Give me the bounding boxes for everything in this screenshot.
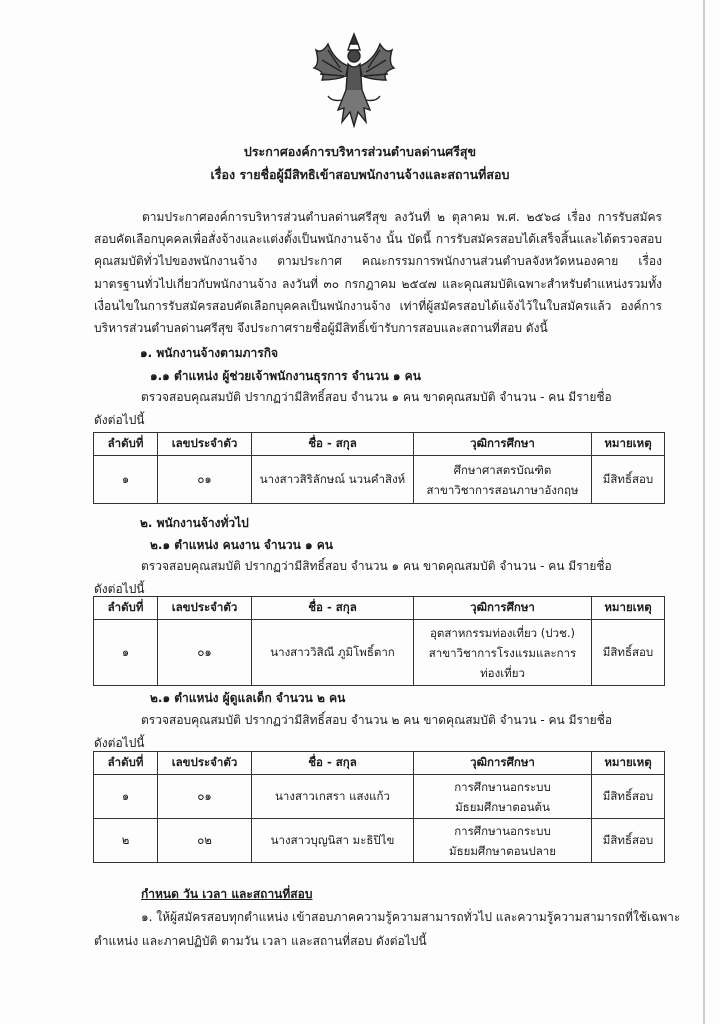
position-heading: ๑.๑ ตำแหน่ง ผู้ช่วยเจ้าพนักงานธุรการ จำนวน ๑ คน [150, 369, 421, 383]
check-line: ตรวจสอบคุณสมบัติ ปรากฏว่ามีสิทธิ์สอบ จำนวน ๑ คน ขาดคุณสมบัติ จำนวน - คน มีรายชื่อ [141, 390, 612, 404]
col-header: วุฒิการศึกษา [414, 433, 592, 456]
section-heading: ๒. พนักงานจ้างทั่วไป [140, 516, 249, 530]
cell-education [414, 775, 592, 819]
intro-paragraph: ตามประกาศองค์การบริหารส่วนตำบลด่านศรีสุข ลงวันที่ ๒ ตุลาคม พ.ศ. ๒๕๖๘ เรื่อง การรับสมัครสอบคัดเลือกบุคคลเพื่อสั่งจ้างและแต่งตั้งเป็นพนักงานจ้าง นั้น บัดนี้ การรับสมัครสอบได้เสร็จสิ้นและได้ตรวจสอบคุณสมบัติทั่วไปของพนักงานจ้าง ตามประกาศ คณะกรรมการพนักงานส่วนตำบลจังหวัดหนองคาย เรื่อง มาตรฐานทั่วไปเกี่ยวกับพนักงานจ้าง ลงวันที่ ๓๐ กรกฎาคม ๒๕๔๗ และคุณสมบัติเฉพาะสำหรับตำแหน่งรวมทั้งเงื่อนไขในการรับสมัครสอบคัดเลือกบุคคลเป็นพนักงานจ้าง เท่าที่ผู้สมัครสอบได้แจ้งไว้ในใบสมัครแล้ว องค์การบริหารส่วนตำบลด่านศรีสุข จึงประกาศรายชื่อผู้มีสิทธิ์เข้ารับการสอบและสถานที่สอบ ดังนี้ [94, 210, 662, 336]
col-header: วุฒิการศึกษา [414, 597, 592, 620]
col-header: ลำดับที่ [94, 597, 158, 620]
document-title: ประกาศองค์การบริหารส่วนตำบลด่านศรีสุข [243, 144, 477, 159]
cell-name: นางสาวบุญนิสา มะธิปิไข [252, 819, 414, 863]
table-row [94, 456, 665, 504]
cell-note: มีสิทธิ์สอบ [592, 819, 665, 863]
col-header: ลำดับที่ [94, 752, 158, 775]
cell-no: ๑ [94, 456, 158, 504]
table-row [94, 819, 665, 863]
col-header: วุฒิการศึกษา [414, 752, 592, 775]
cell-id: ๐๑ [158, 775, 252, 819]
table-header-row [94, 433, 665, 456]
col-header: หมายเหตุ [592, 433, 665, 456]
section-heading: ๑. พนักงานจ้างตามภารกิจ [140, 346, 278, 360]
cell-name: นางสาวสิริลักษณ์ นวนคำสิงห์ [252, 456, 414, 504]
education-line: ท่องเที่ยว [480, 665, 525, 680]
col-header: ลำดับที่ [94, 433, 158, 456]
schedule-heading: กำหนด วัน เวลา และสถานที่สอบ [141, 887, 313, 901]
candidate-table [93, 596, 665, 686]
garuda-emblem-icon [306, 30, 402, 130]
candidate-table [93, 432, 665, 504]
col-header: ชื่อ - สกุล [252, 752, 414, 775]
col-header: หมายเหตุ [592, 752, 665, 775]
table-row [94, 620, 665, 686]
education-line: การศึกษานอกระบบ [454, 823, 551, 838]
education-line: สาขาวิชาการสอนภาษาอังกฤษ [426, 482, 579, 497]
document-subject: เรื่อง รายชื่อผู้มีสิทธิเข้าสอบพนักงานจ้างและสถานที่สอบ [210, 167, 510, 182]
cell-id: ๐๑ [158, 620, 252, 686]
check-line-cont: ดังต่อไปนี้ [94, 413, 145, 427]
cell-name: นางสาวเกสรา แสงแก้ว [252, 775, 414, 819]
cell-education [414, 620, 592, 686]
schedule-line-cont: ตำแหน่ง และภาคปฏิบัติ ตามวัน เวลา และสถานที่สอบ ดังต่อไปนี้ [94, 934, 427, 948]
col-header: เลขประจำตัว [158, 597, 252, 620]
cell-note: มีสิทธิ์สอบ [592, 456, 665, 504]
education-line: มัธยมศึกษาตอนปลาย [449, 843, 556, 858]
col-header: เลขประจำตัว [158, 433, 252, 456]
check-line: ตรวจสอบคุณสมบัติ ปรากฏว่ามีสิทธิ์สอบ จำนวน ๑ คน ขาดคุณสมบัติ จำนวน - คน มีรายชื่อ [141, 559, 612, 573]
education-line: สาขาวิชาการโรงแรมและการ [428, 645, 577, 660]
table-header-row [94, 752, 665, 775]
table-row [94, 775, 665, 819]
candidate-table [93, 751, 665, 863]
check-line: ตรวจสอบคุณสมบัติ ปรากฏว่ามีสิทธิ์สอบ จำนวน ๒ คน ขาดคุณสมบัติ จำนวน - คน มีรายชื่อ [141, 713, 613, 727]
cell-id: ๐๑ [158, 456, 252, 504]
position-heading: ๒.๑ ตำแหน่ง คนงาน จำนวน ๑ คน [150, 538, 334, 552]
cell-note: มีสิทธิ์สอบ [592, 775, 665, 819]
col-header: เลขประจำตัว [158, 752, 252, 775]
col-header: หมายเหตุ [592, 597, 665, 620]
col-header: ชื่อ - สกุล [252, 433, 414, 456]
check-line-cont: ดังต่อไปนี้ [94, 582, 145, 596]
table-header-row [94, 597, 665, 620]
cell-no: ๑ [94, 620, 158, 686]
check-line-cont: ดังต่อไปนี้ [94, 736, 145, 750]
cell-education [414, 819, 592, 863]
education-line: อุตสาหกรรมท่องเที่ยว (ปวช.) [430, 625, 575, 640]
cell-no: ๒ [94, 819, 158, 863]
position-heading: ๒.๑ ตำแหน่ง ผู้ดูแลเด็ก จำนวน ๒ คน [150, 691, 346, 705]
cell-no: ๑ [94, 775, 158, 819]
schedule-line: ๑. ให้ผู้สมัครสอบทุกตำแหน่ง เข้าสอบภาคความรู้ความสามารถทั่วไป และความรู้ความสามารถที่ใช้เฉพาะ [141, 910, 681, 924]
cell-education [414, 456, 592, 504]
education-line: มัธยมศึกษาตอนต้น [455, 799, 550, 814]
cell-id: ๐๒ [158, 819, 252, 863]
education-line: การศึกษานอกระบบ [454, 779, 551, 794]
cell-name: นางสาววิสิณี ภูมิโพธิ์ตาก [252, 620, 414, 686]
cell-note: มีสิทธิ์สอบ [592, 620, 665, 686]
col-header: ชื่อ - สกุล [252, 597, 414, 620]
education-line: ศึกษาศาสตรบัณฑิต [453, 462, 552, 477]
